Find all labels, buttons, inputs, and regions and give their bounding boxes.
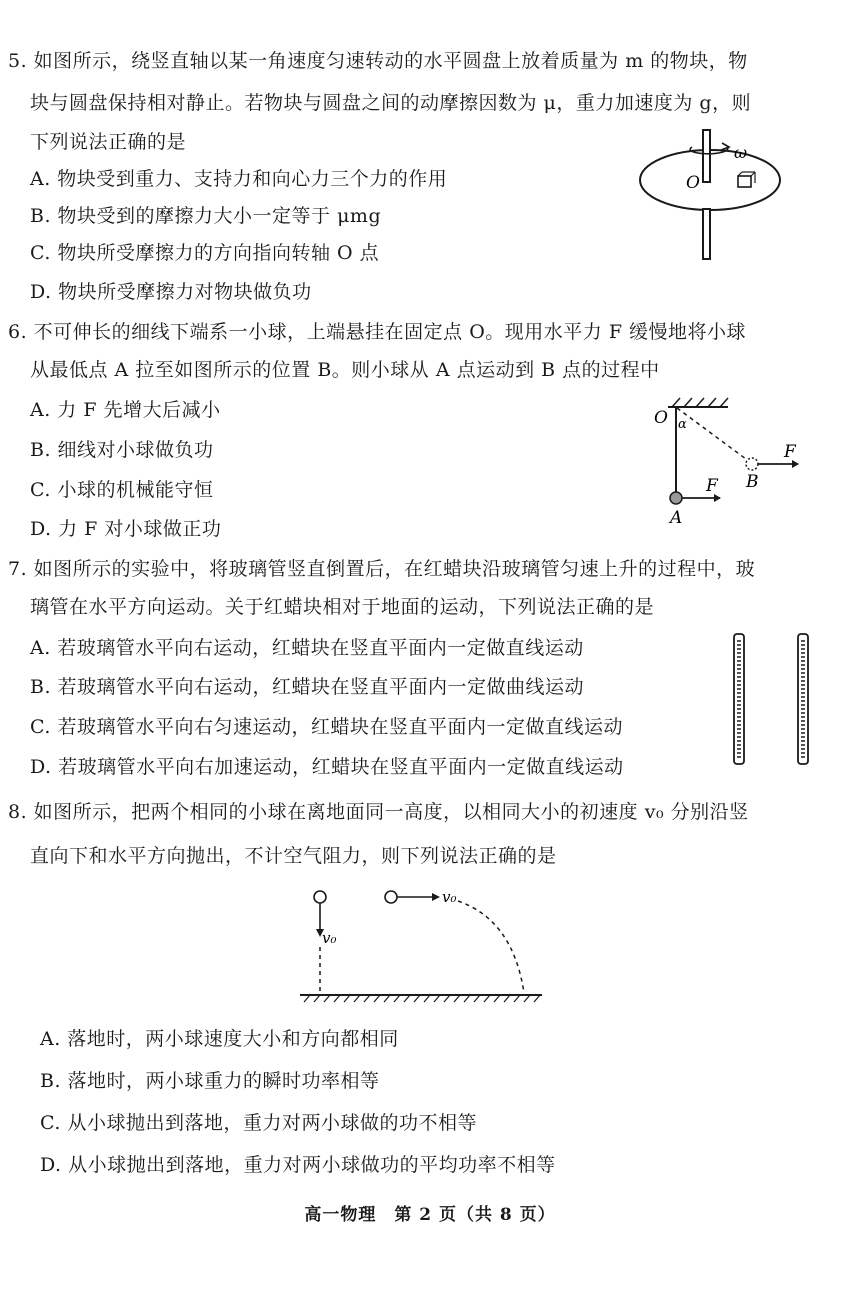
q5-stem-line-2: 块与圆盘保持相对静止。若物块与圆盘之间的动摩擦因数为 μ，重力加速度为 g，则 <box>30 92 752 114</box>
q5-stem-line-1: 5. 如图所示，绕竖直轴以某一角速度匀速转动的水平圆盘上放着质量为 m 的物块，物 <box>8 50 748 72</box>
q6-alpha-label: α <box>678 417 687 432</box>
q5-option-d: D. 物块所受摩擦力对物块做负功 <box>30 281 312 303</box>
q8-projectile-figure <box>298 885 548 1005</box>
q6-option-b: B. 细线对小球做负功 <box>30 439 214 461</box>
q6-stem-line-2: 从最低点 A 拉至如图所示的位置 B。则小球从 A 点运动到 B 点的过程中 <box>30 359 660 381</box>
q5-stem-line-3: 下列说法正确的是 <box>30 131 187 153</box>
q6-option-a: A. 力 F 先增大后减小 <box>30 399 221 421</box>
q8-option-b: B. 落地时，两小球重力的瞬时功率相等 <box>40 1070 380 1092</box>
page-footer: 高一物理 第 2 页（共 8 页） <box>304 1205 556 1225</box>
q7-option-c: C. 若玻璃管水平向右匀速运动，红蜡块在竖直平面内一定做直线运动 <box>30 716 623 738</box>
q5-option-c: C. 物块所受摩擦力的方向指向转轴 O 点 <box>30 242 380 264</box>
q5-option-b: B. 物块受到的摩擦力大小一定等于 μmg <box>30 205 382 227</box>
q8-v0-right-label: v₀ <box>442 888 457 906</box>
q6-f-label-a: F <box>706 476 718 496</box>
q6-o-label: O <box>654 408 668 428</box>
q6-pendulum-figure <box>648 395 808 530</box>
q8-stem-line-2: 直向下和水平方向抛出，不计空气阻力，则下列说法正确的是 <box>30 845 557 867</box>
q5-omega-label: ω <box>734 143 748 162</box>
q8-option-d: D. 从小球抛出到落地，重力对两小球做功的平均功率不相等 <box>40 1154 556 1176</box>
q6-a-label: A <box>670 508 683 528</box>
q6-option-d: D. 力 F 对小球做正功 <box>30 518 222 540</box>
q7-option-b: B. 若玻璃管水平向右运动，红蜡块在竖直平面内一定做曲线运动 <box>30 676 585 698</box>
q6-b-label: B <box>746 472 759 492</box>
q7-stem-line-2: 璃管在水平方向运动。关于红蜡块相对于地面的运动，下列说法正确的是 <box>30 596 655 618</box>
q6-stem-line-1: 6. 不可伸长的细线下端系一小球，上端悬挂在固定点 O。现用水平力 F 缓慢地将小球 <box>8 321 747 343</box>
q6-option-c: C. 小球的机械能守恒 <box>30 479 214 501</box>
q5-o-label: O <box>686 173 700 193</box>
q8-stem-line-1: 8. 如图所示，把两个相同的小球在离地面同一高度，以相同大小的初速度 v₀ 分别沿竖 <box>8 801 749 823</box>
q8-v0-down-label: v₀ <box>322 929 337 947</box>
q5-rotating-disc-figure <box>630 125 800 265</box>
q7-stem-line-1: 7. 如图所示的实验中，将玻璃管竖直倒置后，在红蜡块沿玻璃管匀速上升的过程中，玻 <box>8 558 756 580</box>
q8-option-a: A. 落地时，两小球速度大小和方向都相同 <box>40 1028 399 1050</box>
q7-glass-tubes-figure <box>728 630 818 770</box>
q6-f-label-b: F <box>784 442 796 462</box>
q7-option-a: A. 若玻璃管水平向右运动，红蜡块在竖直平面内一定做直线运动 <box>30 637 584 659</box>
q8-option-c: C. 从小球抛出到落地，重力对两小球做的功不相等 <box>40 1112 477 1134</box>
q5-option-a: A. 物块受到重力、支持力和向心力三个力的作用 <box>30 168 448 190</box>
q7-option-d: D. 若玻璃管水平向右加速运动，红蜡块在竖直平面内一定做直线运动 <box>30 756 624 778</box>
